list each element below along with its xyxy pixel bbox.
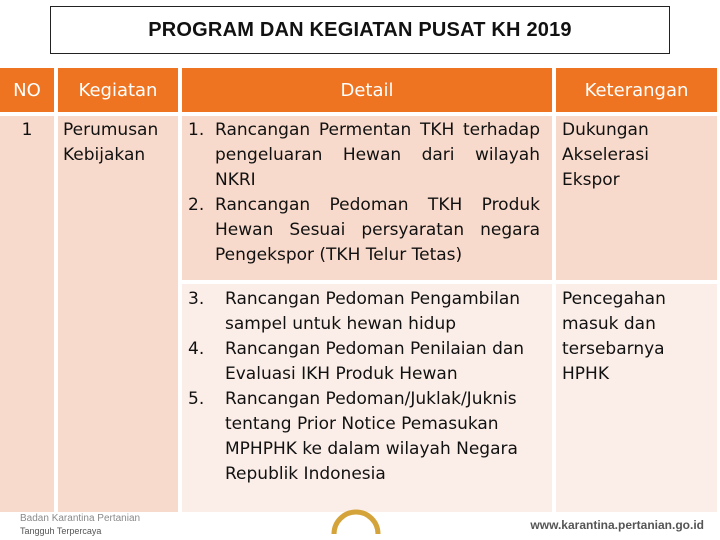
footer-org <box>20 512 140 538</box>
detail-item-number: 1. <box>188 120 205 140</box>
detail-item-1 <box>188 118 540 193</box>
header-keterangan: Keterangan <box>556 68 717 112</box>
detail-item-2 <box>188 193 540 268</box>
footer-org-name: Badan Karantina Pertanian <box>20 513 141 524</box>
detail-item-text: Rancangan Pedoman Penilaian dan Evaluasi IKH Produk Hewan <box>225 339 525 384</box>
keterangan-cell-2 <box>556 284 717 512</box>
emblem-icon <box>330 504 382 534</box>
detail-item-number: 4. <box>188 339 205 359</box>
slide-title: PROGRAM DAN KEGIATAN PUSAT KH 2019 <box>50 6 670 54</box>
row-no-cell <box>0 116 54 512</box>
footer-tagline: Tangguh Terpercaya <box>20 526 102 536</box>
footer-website[interactable]: www.karantina.pertanian.go.id <box>530 518 704 532</box>
detail-item-number: 3. <box>188 289 205 309</box>
detail-item-3 <box>188 287 542 337</box>
detail-item-text: Rancangan Pedoman/Juklak/Juknis tentang Prior Notice Pemasukan MPHPHK ke dalam wilayah Negara Republik Indonesia <box>225 389 518 484</box>
header-no: NO <box>0 68 54 112</box>
keterangan-cell-1 <box>556 116 717 280</box>
detail-item-4 <box>188 337 542 387</box>
detail-item-text: Rancangan Pedoman TKH Produk Hewan Sesuai persyaratan negara Pengekspor (TKH Telur Tetas) <box>215 195 540 265</box>
detail-item-text: Rancangan Pedoman Pengambilan sampel untuk hewan hidup <box>225 289 521 334</box>
kegiatan-text: Perumusan Kebijakan <box>63 120 159 165</box>
keterangan-text-1: Dukungan Akselerasi Ekspor <box>562 120 649 190</box>
footer <box>0 512 720 540</box>
header-detail: Detail <box>182 68 552 112</box>
detail-cell-2 <box>182 284 552 512</box>
detail-cell-1 <box>182 116 552 280</box>
detail-item-number: 2. <box>188 195 205 215</box>
kegiatan-cell <box>58 116 178 512</box>
keterangan-text-2: Pencegahan masuk dan tersebarnya HPHK <box>562 289 666 384</box>
header-kegiatan: Kegiatan <box>58 68 178 112</box>
detail-item-number: 5. <box>188 389 205 409</box>
row-number: 1 <box>21 120 33 140</box>
detail-item-5 <box>188 387 542 487</box>
detail-item-text: Rancangan Permentan TKH terhadap pengeluaran Hewan dari wilayah NKRI <box>215 120 540 190</box>
